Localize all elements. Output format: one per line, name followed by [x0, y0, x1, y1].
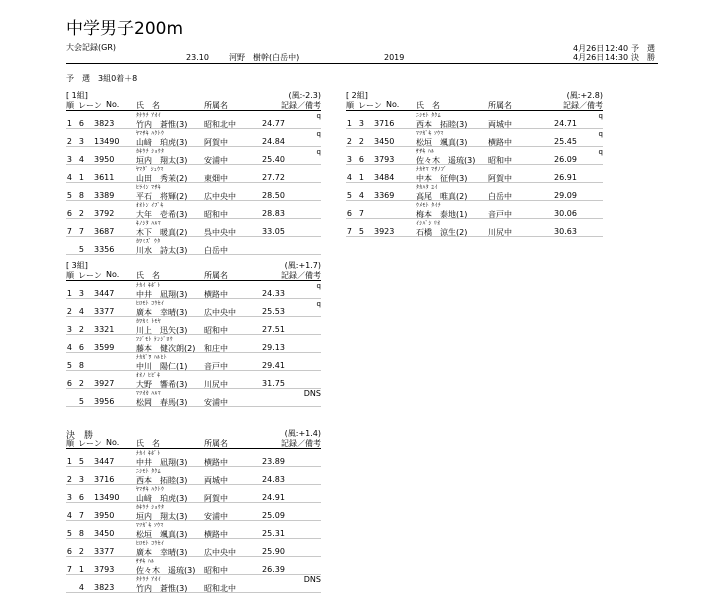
team-name: 東畑中: [204, 174, 228, 183]
team-name: 和庄中: [204, 344, 228, 353]
col-rank: 順: [66, 101, 74, 110]
heat-rows: [346, 111, 603, 237]
team-name: 川尻中: [488, 228, 512, 237]
athlete-kana: ｻｻｷ ﾊﾙ: [416, 149, 435, 155]
rank-cell: 1: [346, 119, 352, 128]
athlete-name: 高尾 唯真(2): [416, 192, 468, 201]
bib-number: 3356: [94, 245, 115, 254]
athlete-name: 松垣 颯真(3): [136, 530, 188, 539]
athlete-kana: ﾏﾂｵｶ ﾊﾙﾏ: [136, 391, 161, 397]
team-name: 横路中: [204, 458, 228, 467]
rank-cell: 4: [346, 173, 352, 182]
wind-reading: (風:+2.8): [566, 91, 603, 100]
result-time: 25.40: [262, 155, 285, 164]
team-name: 両城中: [204, 476, 228, 485]
heat-label: [ 1組]: [66, 91, 88, 100]
rank-cell: 7: [66, 227, 72, 236]
athlete-kana: ﾅｶｲ ｷﾎﾞﾄ: [136, 451, 161, 457]
athlete-name: 中井 凪翔(3): [136, 290, 188, 299]
lane-cell: 2: [358, 137, 364, 146]
lane-cell: 5: [78, 457, 84, 466]
team-name: 広中央中: [204, 192, 236, 201]
record-label: 大会記録(GR): [66, 43, 116, 52]
athlete-kana: ﾋﾗｲﾝ ﾏｻｷ: [136, 185, 161, 191]
team-name: 昭和中: [488, 156, 512, 165]
table-row: [66, 521, 321, 539]
col-no: No.: [106, 438, 120, 447]
table-row: [66, 165, 321, 183]
col-no: No.: [386, 100, 400, 109]
schedule-final-time: 14:30: [605, 53, 629, 62]
athlete-name: 佐々木 遥琉(3): [416, 156, 476, 165]
athlete-name: 西本 拓睦(3): [416, 120, 468, 129]
bib-number: 3716: [374, 119, 395, 128]
result-time: 29.41: [262, 361, 285, 370]
col-record: 記録／備考: [281, 101, 321, 110]
athlete-kana: ﾋﾛﾓﾄ ｺｳｾｲ: [136, 301, 165, 307]
team-name: 昭和中: [204, 210, 228, 219]
result-time: 31.75: [262, 379, 285, 388]
rank-cell: 3: [346, 155, 352, 164]
team-name: 昭和中: [204, 326, 228, 335]
athlete-name: 西本 拓睦(3): [136, 476, 188, 485]
rank-cell: 5: [346, 191, 352, 200]
bib-number: 3687: [94, 227, 115, 236]
rank-cell: 6: [346, 209, 352, 218]
bib-number: 3447: [94, 457, 115, 466]
final-label: 決 勝: [66, 431, 94, 441]
result-time: 25.31: [262, 529, 285, 538]
heat-2: [346, 90, 603, 237]
team-name: 音戸中: [488, 210, 512, 219]
rank-cell: 5: [66, 191, 72, 200]
lane-cell: 4: [78, 307, 84, 316]
lane-cell: 6: [78, 493, 84, 502]
lane-cell: 5: [78, 245, 84, 254]
col-record: 記録／備考: [281, 439, 321, 448]
table-row: [66, 503, 321, 521]
table-row: [66, 317, 321, 335]
bib-number: 3956: [94, 397, 115, 406]
athlete-name: 松垣 颯真(3): [416, 138, 468, 147]
result-time: 30.63: [554, 227, 577, 236]
team-name: 白岳中: [488, 192, 512, 201]
athlete-name: 垣内 翔太(3): [136, 512, 188, 521]
athlete-kana: ﾆｼﾓﾄ ﾀｸﾑ: [416, 113, 441, 119]
table-row: [66, 219, 321, 237]
athlete-name: 川水 詩太(3): [136, 246, 188, 255]
bib-number: 3950: [94, 511, 115, 520]
athlete-kana: ｵｵﾄﾝ ｲﾌﾞｷ: [136, 203, 164, 209]
qualify-note: q: [316, 300, 321, 308]
table-row: [66, 557, 321, 575]
athlete-kana: ﾔﾏｻｷ ﾊｸﾄｳ: [136, 487, 165, 493]
table-row: [66, 111, 321, 129]
table-row: [66, 281, 321, 299]
team-name: 白岳中: [204, 246, 228, 255]
rank-cell: 6: [66, 209, 72, 218]
result-time: 24.84: [262, 137, 285, 146]
lane-cell: 7: [78, 227, 84, 236]
athlete-name: 佐々木 遥琉(3): [136, 566, 196, 575]
heat-rows: [66, 281, 321, 407]
rank-cell: 7: [346, 227, 352, 236]
bib-number: 3611: [94, 173, 115, 182]
table-row: [66, 485, 321, 503]
schedule-prelim-date: 4月26日: [573, 44, 605, 53]
table-row: [346, 129, 603, 147]
bib-number: 13490: [94, 137, 120, 146]
table-row: [66, 539, 321, 557]
lane-cell: 4: [78, 583, 84, 592]
athlete-kana: ﾀｹｳﾁ ｱｵｲ: [136, 577, 161, 583]
result-time: 28.50: [262, 191, 285, 200]
result-time: 24.91: [262, 493, 285, 502]
rank-cell: 7: [66, 565, 72, 574]
col-lane: レーン: [78, 271, 102, 280]
team-name: 阿賀中: [204, 138, 228, 147]
bib-number: 3793: [374, 155, 395, 164]
result-time: 30.06: [554, 209, 577, 218]
rank-cell: 5: [66, 361, 72, 370]
result-time: 26.91: [554, 173, 577, 182]
result-time: 27.51: [262, 325, 285, 334]
rank-cell: 3: [66, 493, 72, 502]
athlete-kana: ｶﾜｶﾐ ﾄﾓﾔ: [136, 319, 161, 325]
table-row: [346, 201, 603, 219]
schedule-prelim-time: 12:40: [605, 44, 629, 53]
qualify-note: q: [316, 130, 321, 138]
athlete-name: 竹内 蒼惟(3): [136, 120, 188, 129]
col-no: No.: [106, 270, 120, 279]
team-name: 昭和北中: [204, 120, 236, 129]
lane-cell: 2: [78, 547, 84, 556]
athlete-kana: ﾅｶｶﾞﾜ ﾊﾙﾋﾄ: [136, 355, 167, 361]
col-team: 所属名: [204, 271, 228, 280]
qualify-note: q: [316, 282, 321, 290]
schedule-prelim-round: 予 選: [631, 44, 655, 53]
bib-number: 3923: [374, 227, 395, 236]
result-time: 26.39: [262, 565, 285, 574]
result-time: 24.71: [554, 119, 577, 128]
result-time: 29.09: [554, 191, 577, 200]
team-name: 川尻中: [204, 380, 228, 389]
rank-cell: 2: [66, 137, 72, 146]
result-time: 26.09: [554, 155, 577, 164]
athlete-name: 廣本 幸晴(3): [136, 548, 188, 557]
result-time: 29.13: [262, 343, 285, 352]
athlete-kana: ﾔﾏｻｷ ﾊｸﾄｳ: [136, 131, 165, 137]
heat-label: [ 3組]: [66, 261, 88, 270]
result-time: 28.83: [262, 209, 285, 218]
col-rank: 順: [346, 101, 354, 110]
header-rule: [66, 63, 658, 64]
wind-reading: (風:-2.3): [288, 91, 321, 100]
lane-cell: 6: [78, 343, 84, 352]
lane-cell: 2: [78, 209, 84, 218]
athlete-name: 中川 陽仁(1): [136, 362, 188, 371]
athlete-kana: ﾅｶﾔﾏ ﾏｻﾉﾌﾞ: [416, 167, 447, 173]
rank-cell: 2: [346, 137, 352, 146]
athlete-kana: ｵｵﾉ ﾋﾋﾞｷ: [136, 373, 161, 379]
bib-number: 3823: [94, 119, 115, 128]
heat-3: [66, 260, 321, 407]
lane-cell: 2: [78, 325, 84, 334]
table-row: [66, 201, 321, 219]
result-time: 25.90: [262, 547, 285, 556]
lane-cell: 8: [78, 361, 84, 370]
table-row: [66, 335, 321, 353]
bib-number: 3321: [94, 325, 115, 334]
lane-cell: 4: [78, 155, 84, 164]
result-time: DNS: [303, 575, 321, 584]
col-lane: レーン: [78, 101, 102, 110]
athlete-name: 竹内 蒼惟(3): [136, 584, 188, 593]
rank-cell: 3: [66, 325, 72, 334]
athlete-kana: ﾆｼﾓﾄ ﾀｸﾑ: [136, 469, 161, 475]
rank-cell: 1: [66, 119, 72, 128]
athlete-kana: ｶｷｳﾁ ｼｮｳﾀ: [136, 149, 165, 155]
final-section: [66, 428, 321, 593]
athlete-name: 石橋 涼生(2): [416, 228, 468, 237]
rank-cell: 6: [66, 379, 72, 388]
col-name: 氏 名: [136, 271, 160, 280]
table-row: [66, 237, 321, 255]
bib-number: 3823: [94, 583, 115, 592]
athlete-kana: ﾏﾂｶﾞｷ ｿｳﾏ: [136, 523, 164, 529]
rank-cell: 4: [66, 511, 72, 520]
result-time: 25.09: [262, 511, 285, 520]
athlete-name: 中井 凪翔(3): [136, 458, 188, 467]
rank-cell: 4: [66, 343, 72, 352]
bib-number: 3369: [374, 191, 395, 200]
athlete-name: 垣内 翔太(3): [136, 156, 188, 165]
lane-cell: 3: [78, 289, 84, 298]
lane-cell: 7: [358, 209, 364, 218]
lane-cell: 8: [78, 191, 84, 200]
col-record: 記録／備考: [563, 101, 603, 110]
lane-cell: 1: [78, 565, 84, 574]
heat-label: [ 2組]: [346, 91, 368, 100]
athlete-name: 廣本 幸晴(3): [136, 308, 188, 317]
lane-cell: 3: [358, 119, 364, 128]
lane-cell: 2: [78, 379, 84, 388]
athlete-name: 山﨑 珀虎(3): [136, 138, 188, 147]
lane-cell: 3: [78, 475, 84, 484]
col-lane: レーン: [358, 101, 382, 110]
table-row: [66, 389, 321, 407]
rank-cell: 1: [66, 289, 72, 298]
athlete-kana: ｷﾉｼﾀ ﾊﾙﾏ: [136, 221, 161, 227]
table-row: [346, 111, 603, 129]
result-time: 24.83: [262, 475, 285, 484]
lane-cell: 6: [78, 119, 84, 128]
table-row: [66, 129, 321, 147]
bib-number: 3389: [94, 191, 115, 200]
heat-1: [66, 90, 321, 255]
athlete-kana: ﾅｶｲ ｷﾎﾞﾄ: [136, 283, 161, 289]
bib-number: 3377: [94, 307, 115, 316]
athlete-kana: ﾏﾂｶﾞｷ ｿｳﾏ: [416, 131, 444, 137]
team-name: 安浦中: [204, 398, 228, 407]
athlete-name: 大年 壱希(3): [136, 210, 188, 219]
result-time: 25.45: [554, 137, 577, 146]
col-record: 記録／備考: [281, 271, 321, 280]
lane-cell: 1: [78, 173, 84, 182]
bib-number: 3599: [94, 343, 115, 352]
final-rows: [66, 449, 321, 593]
rank-cell: 6: [66, 547, 72, 556]
rank-cell: 3: [66, 155, 72, 164]
athlete-name: 平石 将輝(2): [136, 192, 188, 201]
table-row: [66, 575, 321, 593]
lane-cell: 6: [358, 155, 364, 164]
team-name: 広中央中: [204, 308, 236, 317]
athlete-kana: ﾔﾏﾀﾞ ｼｭｳﾏ: [136, 167, 164, 173]
col-name: 氏 名: [136, 101, 160, 110]
team-name: 両城中: [488, 120, 512, 129]
lane-cell: 3: [78, 137, 84, 146]
qualify-note: q: [316, 148, 321, 156]
bib-number: 3484: [374, 173, 395, 182]
lane-cell: 5: [358, 227, 364, 236]
table-row: [346, 147, 603, 165]
qualify-note: q: [316, 112, 321, 120]
col-lane: レーン: [78, 439, 102, 448]
table-row: [66, 449, 321, 467]
athlete-name: 松岡 春馬(3): [136, 398, 188, 407]
col-team: 所属名: [204, 101, 228, 110]
table-row: [346, 183, 603, 201]
athlete-name: 川上 迅矢(3): [136, 326, 188, 335]
team-name: 安浦中: [204, 156, 228, 165]
page-title: 中学男子200m: [66, 19, 184, 39]
table-row: [66, 353, 321, 371]
bib-number: 3450: [374, 137, 395, 146]
athlete-name: 藤本 健次朗(2): [136, 344, 196, 353]
record-holder: 河野 樹幹(白岳中): [229, 53, 300, 62]
athlete-name: 梅本 泰地(1): [416, 210, 468, 219]
athlete-name: 中本 征伸(3): [416, 174, 468, 183]
rank-cell: 2: [66, 307, 72, 316]
athlete-name: 大野 響希(3): [136, 380, 188, 389]
qualify-note: q: [598, 148, 603, 156]
rank-cell: 2: [66, 475, 72, 484]
col-team: 所属名: [488, 101, 512, 110]
heat-rows: [66, 111, 321, 255]
result-time: 33.05: [262, 227, 285, 236]
team-name: 阿賀中: [488, 174, 512, 183]
qualify-note: q: [598, 130, 603, 138]
athlete-kana: ｶｷｳﾁ ｼｮｳﾀ: [136, 505, 165, 511]
wind-reading: (風:+1.7): [284, 261, 321, 270]
qualify-note: q: [598, 112, 603, 120]
athlete-kana: ｻｻｷ ﾊﾙ: [136, 559, 155, 565]
result-time: 27.72: [262, 173, 285, 182]
bib-number: 3450: [94, 529, 115, 538]
lane-cell: 8: [78, 529, 84, 538]
athlete-name: 山田 秀茉(2): [136, 174, 188, 183]
rank-cell: 1: [66, 457, 72, 466]
athlete-kana: ｳﾒﾓﾄ ﾀｲﾁ: [416, 203, 441, 209]
athlete-kana: ｶﾜﾐｽﾞ ｳﾀ: [136, 239, 161, 245]
team-name: 昭和中: [204, 566, 228, 575]
table-row: [66, 299, 321, 317]
bib-number: 3447: [94, 289, 115, 298]
result-time: 24.33: [262, 289, 285, 298]
team-name: 安浦中: [204, 512, 228, 521]
result-time: 24.77: [262, 119, 285, 128]
result-time: 25.53: [262, 307, 285, 316]
col-name: 氏 名: [136, 439, 160, 448]
team-name: 阿賀中: [204, 494, 228, 503]
athlete-kana: ﾀｹｳﾁ ｱｵｲ: [136, 113, 161, 119]
table-row: [66, 467, 321, 485]
team-name: 昭和北中: [204, 584, 236, 593]
record-time: 23.10: [186, 53, 209, 62]
team-name: 広中央中: [204, 548, 236, 557]
result-time: 23.89: [262, 457, 285, 466]
lane-cell: 5: [78, 397, 84, 406]
bib-number: 3950: [94, 155, 115, 164]
team-name: 横路中: [204, 290, 228, 299]
col-rank: 順: [66, 439, 74, 448]
athlete-kana: ﾋﾛﾓﾄ ｺｳｾｲ: [136, 541, 165, 547]
schedule-final-round: 決 勝: [631, 53, 655, 62]
bib-number: 13490: [94, 493, 120, 502]
athlete-kana: ﾀｶﾊﾀ ﾕｲ: [416, 185, 438, 191]
record-year: 2019: [384, 53, 405, 62]
athlete-kana: ｲｼﾊﾞｼ ﾘｵ: [416, 221, 441, 227]
bib-number: 3716: [94, 475, 115, 484]
rank-cell: 5: [66, 529, 72, 538]
bib-number: 3793: [94, 565, 115, 574]
col-name: 氏 名: [416, 101, 440, 110]
team-name: 横路中: [488, 138, 512, 147]
wind-reading: (風:+1.4): [284, 429, 321, 438]
athlete-name: 木下 暖真(2): [136, 228, 188, 237]
table-row: [66, 183, 321, 201]
lane-cell: 1: [358, 173, 364, 182]
bib-number: 3792: [94, 209, 115, 218]
col-rank: 順: [66, 271, 74, 280]
table-row: [346, 219, 603, 237]
team-name: 音戸中: [204, 362, 228, 371]
lane-cell: 4: [358, 191, 364, 200]
col-no: No.: [106, 100, 120, 109]
table-row: [346, 165, 603, 183]
schedule-final-date: 4月26日: [573, 53, 605, 62]
result-time: DNS: [303, 389, 321, 398]
team-name: 呉中央中: [204, 228, 236, 237]
bib-number: 3377: [94, 547, 115, 556]
prelim-label: 予 選 3組0着＋8: [66, 74, 138, 83]
col-team: 所属名: [204, 439, 228, 448]
athlete-name: 山﨑 珀虎(3): [136, 494, 188, 503]
athlete-kana: ﾌｼﾞﾓﾄ ｹﾝｼﾞﾛｳ: [136, 337, 173, 343]
table-row: [66, 147, 321, 165]
table-row: [66, 371, 321, 389]
team-name: 横路中: [204, 530, 228, 539]
lane-cell: 7: [78, 511, 84, 520]
rank-cell: 4: [66, 173, 72, 182]
bib-number: 3927: [94, 379, 115, 388]
